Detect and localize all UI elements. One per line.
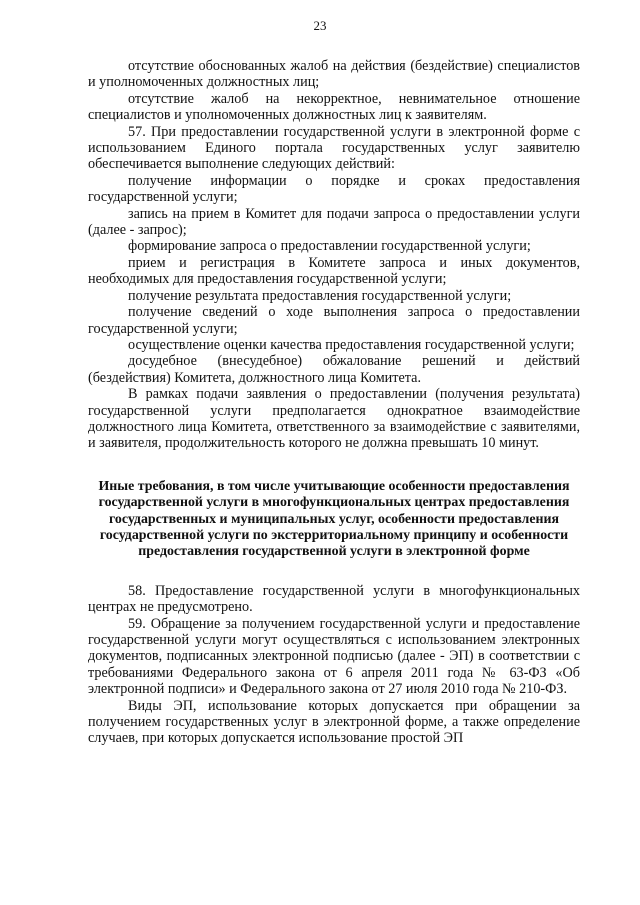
paragraph: В рамках подачи заявления о предоставлении (получения результата) государственной услуги предполагается однократное взаимодействие должностного лица Комитета, ответственного за взаимодействие с заявителями, и заявителя, продолжительность которого не должна превышать 10 минут.: [88, 386, 580, 452]
paragraph: 57. При предоставлении государственной услуги в электронной форме с использованием Единого портала государственных услуг заявителю обеспечивается выполнение следующих действий:: [88, 123, 580, 173]
paragraph: формирование запроса о предоставлении государственной услуги;: [128, 238, 531, 255]
paragraph: осуществление оценки качества предоставления государственной услуги;: [128, 336, 575, 353]
paragraph: досудебное (внесудебное) обжалование решений и действий (бездействия) Комитета, должностного лица Комитета.: [88, 353, 580, 386]
paragraph: 59. Обращение за получением государственной услуги и предоставление государственной услуги могут осуществляться с использованием электронных документов, подписанных электронной подписью (далее - ЭП) в соответствии с требованиями Федерального закона от 6 апреля 2011 года № 63-ФЗ «Об электронной подписи» и Федерального закона от 27 июля 2010 года № 210-ФЗ.: [88, 615, 580, 698]
paragraph: получение сведений о ходе выполнения запроса о предоставлении государственной услуги;: [88, 304, 580, 337]
document-body: [88, 58, 580, 747]
section-heading: Иные требования, в том числе учитывающие особенности предоставления государственной услуги в многофункциональных центрах предоставления государственных и муниципальных услуг, особенности предоставления государственной услуги по экстерриториальному принципу и особенности предоставления государственной услуги в электронной форме: [98, 478, 570, 560]
paragraph: запись на прием в Комитет для подачи запроса о предоставлении услуги (далее - запрос);: [88, 205, 580, 239]
paragraph: 58. Предоставление государственной услуги в многофункциональных центрах не предусмотрено.: [88, 582, 580, 616]
paragraphs-after: [88, 583, 580, 747]
paragraphs-before: [88, 58, 580, 452]
paragraph: получение результата предоставления государственной услуги;: [128, 287, 512, 304]
paragraph: Виды ЭП, использование которых допускается при обращении за получением государственных услуг в электронной форме, а также определение случаев, при которых допускается использование простой ЭП: [88, 697, 580, 747]
paragraph: прием и регистрация в Комитете запроса и иных документов, необходимых для предоставления государственной услуги;: [88, 254, 580, 288]
paragraph: отсутствие обоснованных жалоб на действия (бездействие) специалистов и уполномоченных должностных лиц;: [88, 58, 580, 91]
page-number: 23: [313, 18, 327, 33]
paragraph: отсутствие жалоб на некорректное, невнимательное отношение специалистов и уполномоченных должностных лиц к заявителям.: [88, 90, 580, 124]
paragraph: получение информации о порядке и сроках предоставления государственной услуги;: [88, 172, 580, 206]
